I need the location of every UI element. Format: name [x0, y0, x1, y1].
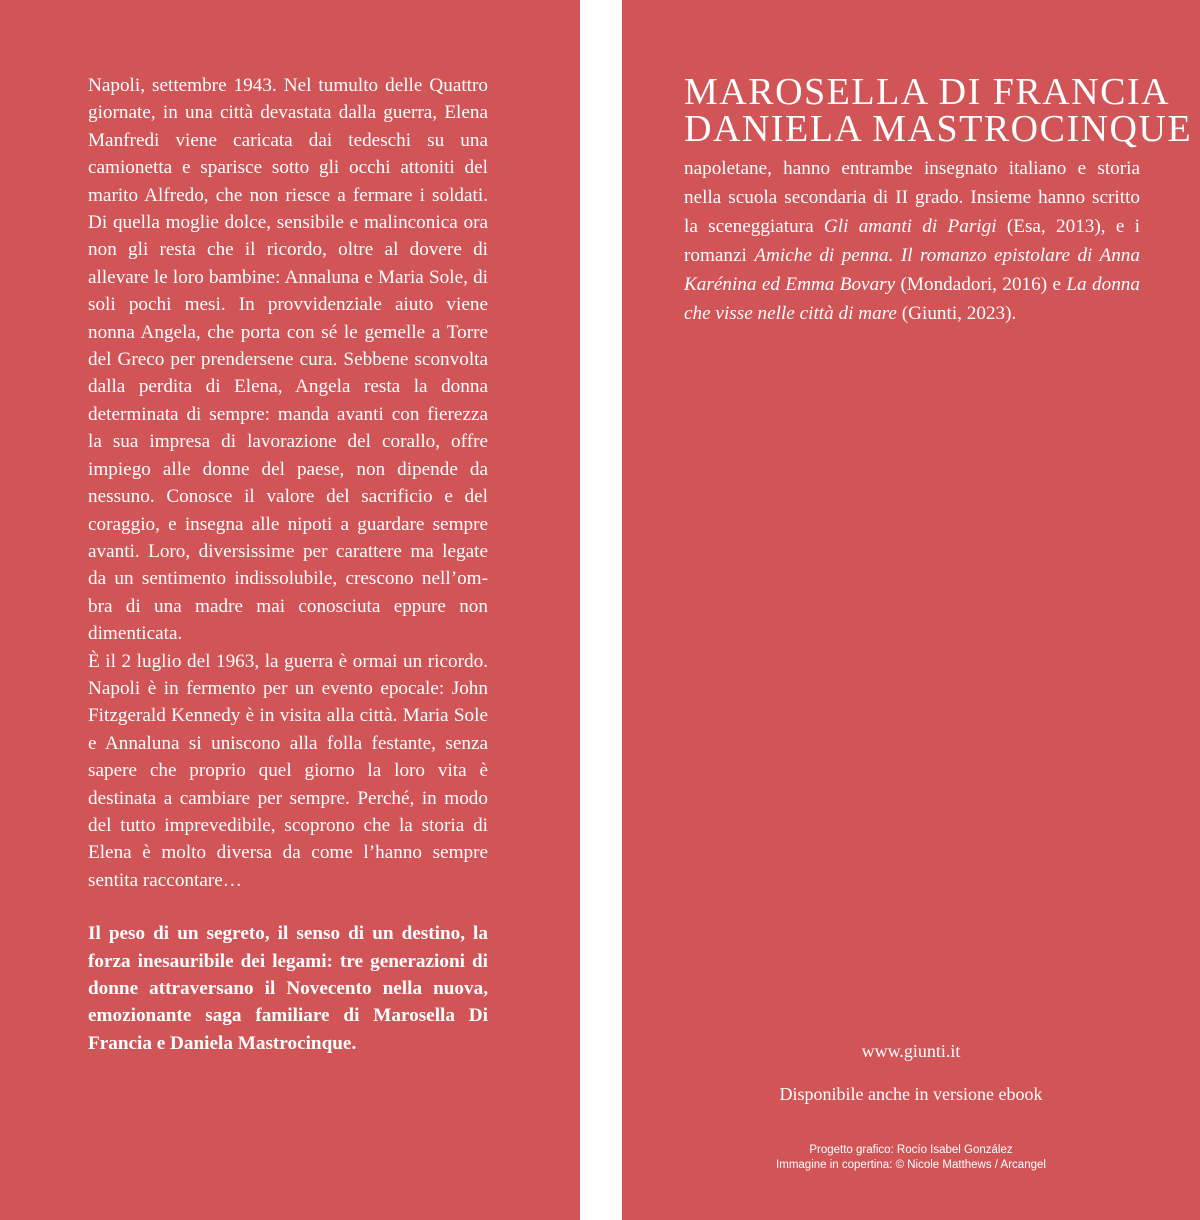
- bio-text-2: (Esa, 2013), e i romanzi: [684, 216, 1140, 266]
- bio-title-1: Gli amanti di Parigi: [823, 216, 997, 237]
- synopsis-paragraph-1: Napoli, settembre 1943. Nel tumulto delle Quattro giornate, in una città devastata dalla guerra, Elena Manfredi viene caricata dai tedeschi su una camionetta e sparisce sotto gli occhi attoniti del marito Alfredo, che non riesce a fermare i soldati. Di quella moglie dolce, sensibile e malinconica ora non gli resta che il ricordo, oltre al dovere di allevare le loro bambine: Annaluna e Maria Sole, di soli pochi mesi. In provvidenziale aiuto viene nonna Angela, che porta con sé le gemelle a Torre del Greco per prendersene cura. Sebbene sconvolta dalla perdita di Elena, Angela resta la donna determinata di sempre: manda avanti con fierezza la sua impresa di lavorazione del corallo, offre impiego alle donne del paese, non dipende da nessuno. Conosce il valore del sacrificio e del coraggio, e insegna alle nipoti a guardare sempre avanti. Loro, diversissime per carattere ma legate da un sentimento indissolubile, crescono nell’ombra di una madre mai conosciuta eppure non dimenticata.: [88, 75, 488, 645]
- author-name-1: MAROSELLA DI FRANCIA: [684, 71, 1171, 113]
- bio-title-3: La donna che visse nelle città di mare: [684, 274, 1140, 324]
- back-flap-panel: [0, 0, 580, 1220]
- cover-image-credit: Immagine in copertina: © Nicole Matthews / Arcangel: [776, 1159, 1046, 1171]
- bio-title-2: Amiche di penna. Il romanzo epistolare di Anna Karénina ed Emma Bovary: [684, 245, 1140, 295]
- front-flap-panel: [622, 0, 1200, 1220]
- ebook-availability-note: Disponibile anche in versione ebook: [779, 1084, 1043, 1104]
- credits-block: [622, 1143, 1200, 1173]
- bio-text-1: napoletane, hanno entrambe insegnato italiano e storia nella scuola secondaria di II grado. Insieme hanno scritto la sceneggiatura: [684, 158, 1140, 237]
- bio-text-4: (Giunti, 2023).: [896, 303, 1017, 324]
- synopsis-block: [88, 72, 488, 1057]
- author-name-2: DANIELA MASTROCINQUE: [684, 108, 1193, 150]
- synopsis-paragraph-2: È il 2 luglio del 1963, la guerra è ormai un ricordo. Napoli è in fermento per un evento epocale: John Fitzgerald Kennedy è in visita alla città. Maria Sole e Annaluna si uniscono alla folla festante, senza sapere che proprio quel giorno la loro vita è destinata a cambiare per sempre. Perché, in modo del tutto imprevedibile, scoprono che la storia di Elena è molto diversa da come l’hanno sempre sentita raccontare…: [88, 650, 488, 891]
- author-bio: [684, 154, 1140, 328]
- bio-text-3: (Mondadori, 2016) e: [895, 274, 1067, 295]
- blurb-paragraph: Il peso di un segreto, il senso di un destino, la forza inesauribile dei legami: tre generazioni di donne attraversano il Novecento nella nuova, emozionante saga familiare di Marosella Di Francia e Daniela Mastrocinque.: [88, 923, 488, 1054]
- design-credit: Progetto grafico: Rocío Isabel González: [809, 1144, 1013, 1156]
- author-names-heading: [684, 71, 1193, 150]
- publisher-website: www.giunti.it: [861, 1041, 961, 1061]
